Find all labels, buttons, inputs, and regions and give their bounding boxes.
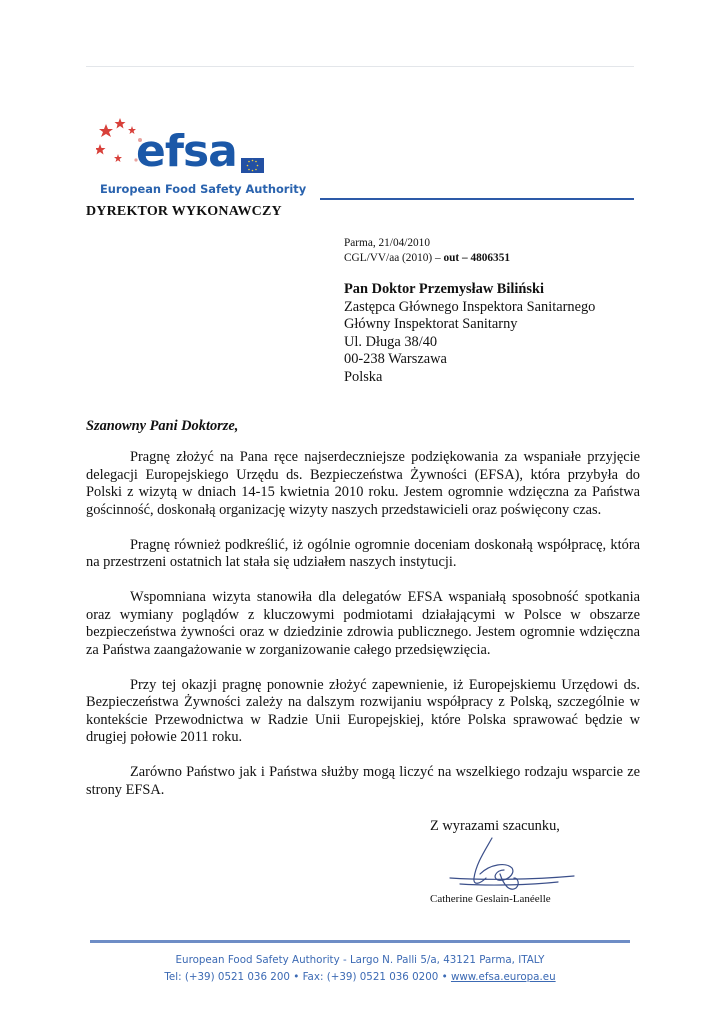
closing: Z wyrazami szacunku, (430, 818, 560, 834)
top-rule (86, 66, 634, 67)
footer-rule (90, 940, 630, 943)
logo-tagline: European Food Safety Authority (100, 182, 307, 196)
footer-website-link[interactable]: www.efsa.europa.eu (450, 971, 556, 983)
efsa-logo (96, 114, 307, 198)
recipient-line: Zastępca Głównego Inspektora Sanitarnego (344, 298, 596, 315)
reference-line (344, 251, 510, 266)
body-paragraph: Przy tej okazji pragnę ponownie złożyć zapewnienie, iż Europejskiemu Urzędowi ds. Bezpieczeństwa Żywności zależy na dalszym rozwijaniu współpracy z Polską, szczególnie w kontekście Przewodnictwa w Radzie Unii Europejskiej, które Polska sprawować będzie w drugiej połowie 2011 roku. (86, 676, 640, 745)
recipient-address (344, 281, 595, 386)
reference-number: out – 4806351 (443, 252, 510, 264)
signer-name: Catherine Geslain-Lanéelle (430, 893, 551, 905)
header-rule (320, 198, 634, 200)
letter-meta (344, 236, 510, 266)
sender-role: DYREKTOR WYKONAWCZY (86, 204, 282, 219)
recipient-line: Polska (344, 368, 383, 385)
body-paragraph: Pragnę złożyć na Pana ręce najserdeczniejsze podziękowania za wspaniałe przyjęcie delegacji Europejskiego Urzędu ds. Bezpieczeństwa Żywności (EFSA), która przybyła do Polski z wizytą w dniach 14-15 kwietnia 2010 roku. Jestem ogromnie wdzięczna za Państwa gościnność, doskonałą organizację wizyty naszych przedstawicieli oraz poświęcony czas. (86, 449, 640, 518)
recipient-line: Główny Inspektorat Sanitarny (344, 316, 518, 332)
date-line: Parma, 21/04/2010 (344, 237, 430, 249)
footer-address: European Food Safety Authority - Largo N. Palli 5/a, 43121 Parma, ITALY (175, 954, 545, 966)
recipient-name: Pan Doktor Przemysław Biliński (344, 281, 545, 297)
logo-wordmark: efsa (136, 126, 237, 177)
footer-contacts (90, 969, 630, 986)
handwritten-signature (440, 834, 580, 898)
body-paragraph: Wspomniana wizyta stanowiła dla delegatów EFSA wspaniałą sposobność spotkania oraz wymiany poglądów z kluczowymi podmiotami działającymi w Polsce w obszarze bezpieczeństwa żywności oraz w dziedzinie zdrowia publicznego. Jestem ogromnie wdzięczna za Państwa zaangażowanie w zorganizowanie całego przedsięwzięcia. (86, 589, 640, 658)
body-paragraph: Zarówno Państwo jak i Państwa służby mogą liczyć na wszelkiego rodzaju wsparcie ze strony EFSA. (86, 764, 640, 798)
footer (90, 952, 630, 986)
body-paragraph: Pragnę również podkreślić, iż ogólnie ogromnie doceniam doskonałą współpracę, która na przestrzeni ostatnich lat stała się udziałem naszych instytucji. (86, 536, 640, 570)
eu-flag-icon (241, 158, 264, 173)
letter-body (86, 449, 640, 817)
footer-phone-fax: Tel: (+39) 0521 036 200 • Fax: (+39) 0521 036 0200 • (164, 971, 451, 983)
salutation: Szanowny Pani Doktorze, (86, 418, 239, 434)
recipient-line: Ul. Długa 38/40 (344, 333, 438, 350)
reference-prefix: CGL/VV/aa (2010) – (344, 252, 444, 264)
recipient-line: 00-238 Warszawa (344, 351, 447, 367)
